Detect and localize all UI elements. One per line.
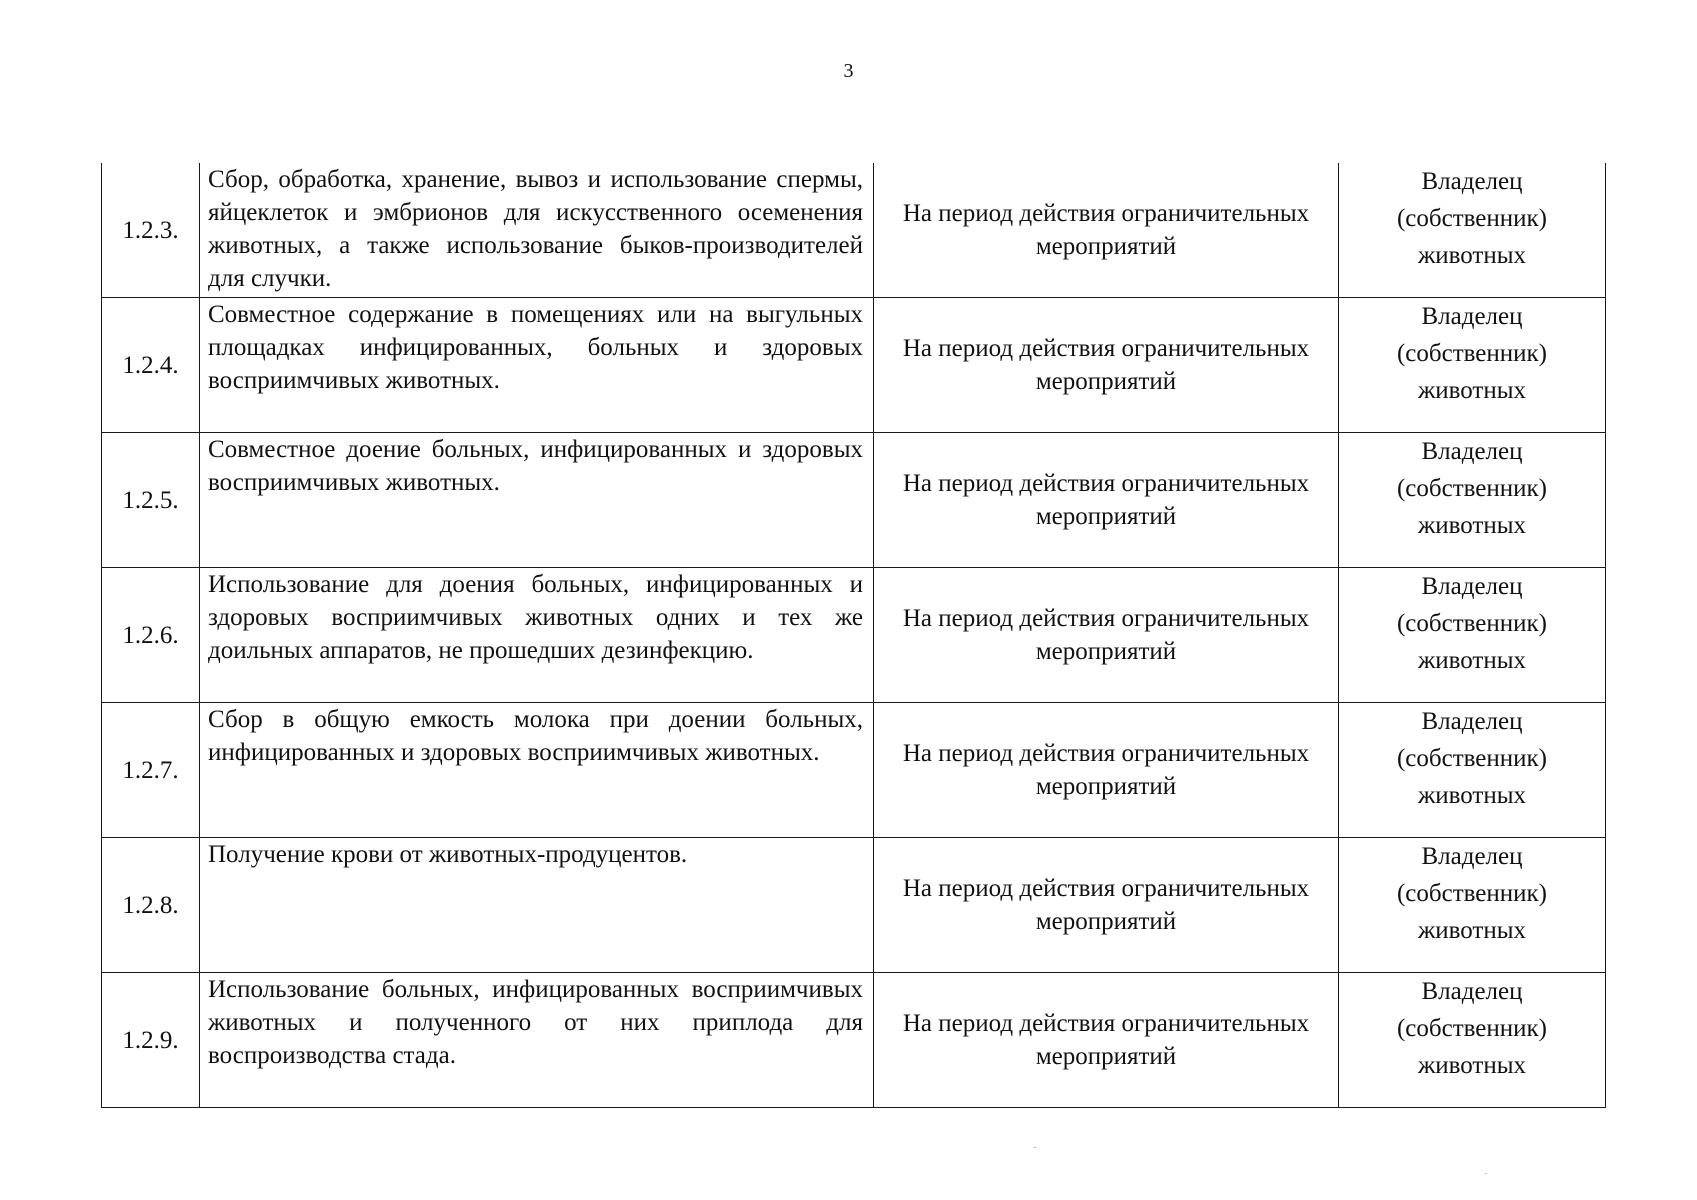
table-row bbox=[102, 163, 1606, 298]
measure-description: Использование больных, инфицированных восприимчивых животных и полученного от них приплода для воспроизводства стада. bbox=[200, 973, 874, 1108]
measure-description: Совместное доение больных, инфицированных и здоровых восприимчивых животных. bbox=[200, 433, 874, 568]
row-number: 1.2.8. bbox=[102, 838, 200, 973]
table-row bbox=[102, 703, 1606, 838]
measure-description: Получение крови от животных-продуцентов. bbox=[200, 838, 874, 973]
table-row bbox=[102, 298, 1606, 433]
responsible-line: Владелец bbox=[1421, 438, 1523, 465]
responsible-line: Владелец bbox=[1421, 168, 1523, 195]
page-number: 3 bbox=[843, 60, 854, 82]
measure-responsible bbox=[1339, 433, 1606, 568]
responsible-line: (собственник) bbox=[1396, 475, 1548, 502]
table-row bbox=[102, 838, 1606, 973]
responsible-line: животных bbox=[1417, 917, 1527, 944]
measure-period: На период действия ограничительных мероприятий bbox=[874, 973, 1339, 1108]
responsible-line: животных bbox=[1417, 1052, 1527, 1079]
measure-period: На период действия ограничительных мероприятий bbox=[874, 838, 1339, 973]
measure-responsible bbox=[1339, 973, 1606, 1108]
measure-description: Сбор, обработка, хранение, вывоз и использование спермы, яйцеклеток и эмбрионов для искусственного осеменения животных, а также использование быков-производителей для случки. bbox=[200, 163, 874, 298]
measure-period: На период действия ограничительных мероприятий bbox=[874, 568, 1339, 703]
table-row bbox=[102, 433, 1606, 568]
row-number: 1.2.6. bbox=[102, 568, 200, 703]
scan-speck bbox=[1485, 1173, 1487, 1174]
responsible-line: (собственник) bbox=[1396, 1015, 1548, 1042]
responsible-line: (собственник) bbox=[1396, 610, 1548, 637]
measure-responsible bbox=[1339, 298, 1606, 433]
responsible-line: (собственник) bbox=[1396, 745, 1548, 772]
responsible-line: Владелец bbox=[1421, 303, 1523, 330]
measure-period: На период действия ограничительных мероприятий bbox=[874, 298, 1339, 433]
responsible-line: (собственник) bbox=[1396, 205, 1548, 232]
measure-responsible bbox=[1339, 568, 1606, 703]
measure-responsible bbox=[1339, 163, 1606, 298]
table-row bbox=[102, 973, 1606, 1108]
row-number: 1.2.9. bbox=[102, 973, 200, 1108]
measure-responsible bbox=[1339, 838, 1606, 973]
responsible-line: Владелец bbox=[1421, 978, 1523, 1005]
responsible-line: животных bbox=[1417, 377, 1527, 404]
responsible-line: животных bbox=[1417, 782, 1527, 809]
responsible-line: (собственник) bbox=[1396, 340, 1548, 367]
measures-table-body bbox=[102, 163, 1606, 1108]
measure-period: На период действия ограничительных мероприятий bbox=[874, 433, 1339, 568]
scan-speck bbox=[1034, 1147, 1036, 1148]
responsible-line: животных bbox=[1417, 242, 1527, 269]
row-number: 1.2.3. bbox=[102, 163, 200, 298]
responsible-line: (собственник) bbox=[1396, 880, 1548, 907]
responsible-line: Владелец bbox=[1421, 708, 1523, 735]
measure-description: Сбор в общую емкость молока при доении больных, инфицированных и здоровых восприимчивых животных. bbox=[200, 703, 874, 838]
responsible-line: Владелец bbox=[1421, 573, 1523, 600]
measure-responsible bbox=[1339, 703, 1606, 838]
measures-table bbox=[101, 163, 1606, 1108]
row-number: 1.2.4. bbox=[102, 298, 200, 433]
responsible-line: животных bbox=[1417, 512, 1527, 539]
measure-description: Совместное содержание в помещениях или на выгульных площадках инфицированных, больных и здоровых восприимчивых животных. bbox=[200, 298, 874, 433]
row-number: 1.2.7. bbox=[102, 703, 200, 838]
row-number: 1.2.5. bbox=[102, 433, 200, 568]
measure-description: Использование для доения больных, инфицированных и здоровых восприимчивых животных одних и тех же доильных аппаратов, не прошедших дезинфекцию. bbox=[200, 568, 874, 703]
measure-period: На период действия ограничительных мероприятий bbox=[874, 703, 1339, 838]
table-row bbox=[102, 568, 1606, 703]
measure-period: На период действия ограничительных мероприятий bbox=[874, 163, 1339, 298]
responsible-line: Владелец bbox=[1421, 843, 1523, 870]
responsible-line: животных bbox=[1417, 647, 1527, 674]
